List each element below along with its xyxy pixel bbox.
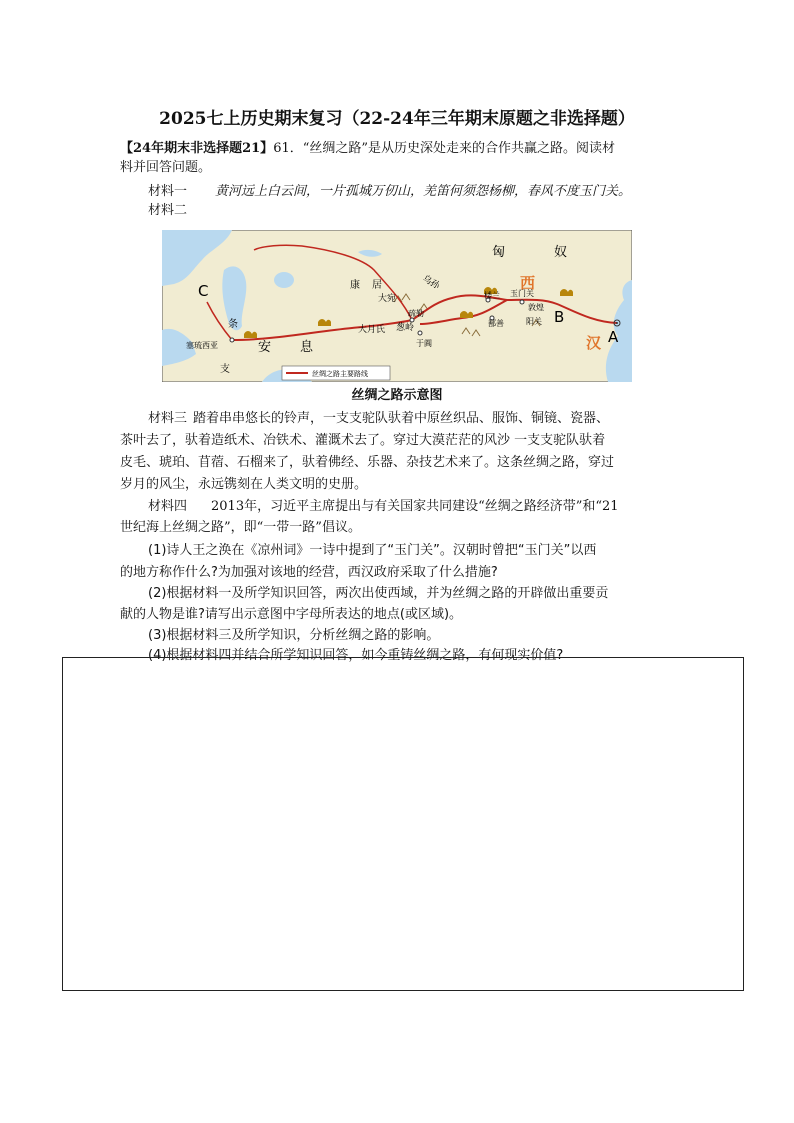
page-title: 2025七上历史期末复习（22-24年三年期末原题之非选择题）: [159, 109, 635, 129]
material-3-line-1: [148, 409, 609, 429]
question-tag: 【24年期末非选择题21】: [120, 141, 274, 156]
material-4-line-1: [148, 497, 619, 517]
question-2-line-1: (2)根据材料一及所学知识回答，两次出使西域，并为丝绸之路的开辟做出重要贡: [148, 586, 609, 601]
map-label-kangju-2: 居: [372, 280, 382, 291]
changan-marker-dot: [616, 322, 618, 324]
question-4: (4)根据材料四并结合所学知识回答，如今重铸丝绸之路，有何现实价值?: [148, 648, 564, 663]
answer-box[interactable]: [62, 657, 744, 991]
question-1-line-2: 的地方称作什么?为加强对该地的经营，西汉政府采取了什么措施?: [120, 565, 498, 580]
material-4-label: 材料四: [148, 499, 188, 514]
intro-line-2: 料并回答问题。: [120, 160, 212, 175]
material-1-text: 黄河远上白云间，一片孤城万仞山，羌笛何须怨杨柳，春风不度玉门关。: [215, 184, 632, 199]
material-1-label: 材料一: [148, 184, 188, 199]
yutian-marker: [418, 331, 422, 335]
map-caption: 丝绸之路示意图: [351, 388, 443, 403]
silk-road-map: [162, 230, 632, 382]
map-label-han: 汉: [586, 334, 602, 352]
material-3-label: 材料三: [148, 411, 188, 426]
camel-icon: [460, 311, 473, 318]
material-3-line-2: 茶叶去了，驮着造纸术、冶铁术、灌溉术去了。穿过大漠茫茫的风沙 一支支驼队驮着: [120, 433, 606, 448]
question-number: 61．: [273, 141, 303, 156]
map-letter-c: C: [198, 282, 209, 300]
map-label-shule: 疏勒: [408, 309, 424, 318]
map-letter-b: B: [554, 308, 565, 326]
legend-label: 丝绸之路主要路线: [312, 370, 368, 378]
material-4-text-1: 2013年，习近平主席提出与有关国家共同建设“丝绸之路经济带”和“21: [211, 499, 619, 514]
map-label-kangju-1: 康: [350, 280, 360, 291]
aral-sea: [274, 272, 294, 288]
camel-icon: [244, 331, 257, 338]
material-3-line-4: 岁月的风尘，永远镌刻在人类文明的史册。: [120, 477, 368, 492]
material-4-line-2: 世纪海上丝绸之路”，即“一带一路”倡议。: [120, 520, 361, 535]
map-label-seleucia: 塞琉西亚: [186, 341, 218, 350]
map-label-xi: 西: [520, 274, 536, 292]
question-intro: [120, 139, 615, 159]
map-label-dayuan: 大宛: [378, 294, 397, 304]
map-label-zhi: 支: [220, 364, 230, 375]
question-3: (3)根据材料三及所学知识，分析丝绸之路的影响。: [148, 628, 440, 643]
map-label-congling: 葱岭: [396, 323, 415, 333]
map-label-xiongnu-1: 匈: [492, 245, 506, 260]
map-label-tiao: 条: [228, 319, 238, 330]
camel-icon: [318, 319, 331, 326]
map-label-xiongnu-2: 奴: [554, 245, 568, 260]
material-1: [148, 182, 631, 202]
shule-marker: [410, 318, 414, 322]
map-label-loulan: 楼兰: [484, 291, 500, 300]
material-3-line-3: 皮毛、琥珀、苜蓿、石榴来了，驮着佛经、乐器、杂技艺术来了。这条丝绸之路，穿过: [120, 455, 615, 470]
material-3-text-1: 踏着串串悠长的铃声，一支支驼队驮着中原丝织品、服饰、铜镜、瓷器、: [193, 411, 610, 426]
intro-line-1: “丝绸之路”是从历史深处走来的合作共赢之路。阅读材: [302, 141, 616, 156]
map-label-yumenguan: 玉门关: [510, 289, 534, 298]
map-label-dayuezhi: 大月氏: [358, 325, 386, 335]
map-letter-a: A: [608, 328, 619, 346]
question-2-line-2: 献的人物是谁?请写出示意图中字母所表达的地点(或区域)。: [120, 607, 463, 622]
map-label-yutian: 于阗: [416, 339, 432, 348]
material-2-label: 材料二: [148, 203, 188, 218]
seleucia-marker: [230, 338, 234, 342]
map-label-xi2: 息: [300, 340, 314, 355]
camel-icon: [560, 289, 573, 296]
question-1-line-1: (1)诗人王之涣在《凉州词》一诗中提到了“玉门关”。汉朝时曾把“玉门关”以西: [148, 543, 597, 558]
map-label-yangguan: 阳关: [526, 317, 542, 326]
dunhuang-marker: [520, 300, 524, 304]
map-label-an: 安: [258, 340, 272, 355]
map-label-shanshan: 鄯善: [488, 319, 504, 328]
map-label-dunhuang: 敦煌: [528, 303, 544, 312]
map-label-wusun: 乌孙: [420, 273, 442, 292]
